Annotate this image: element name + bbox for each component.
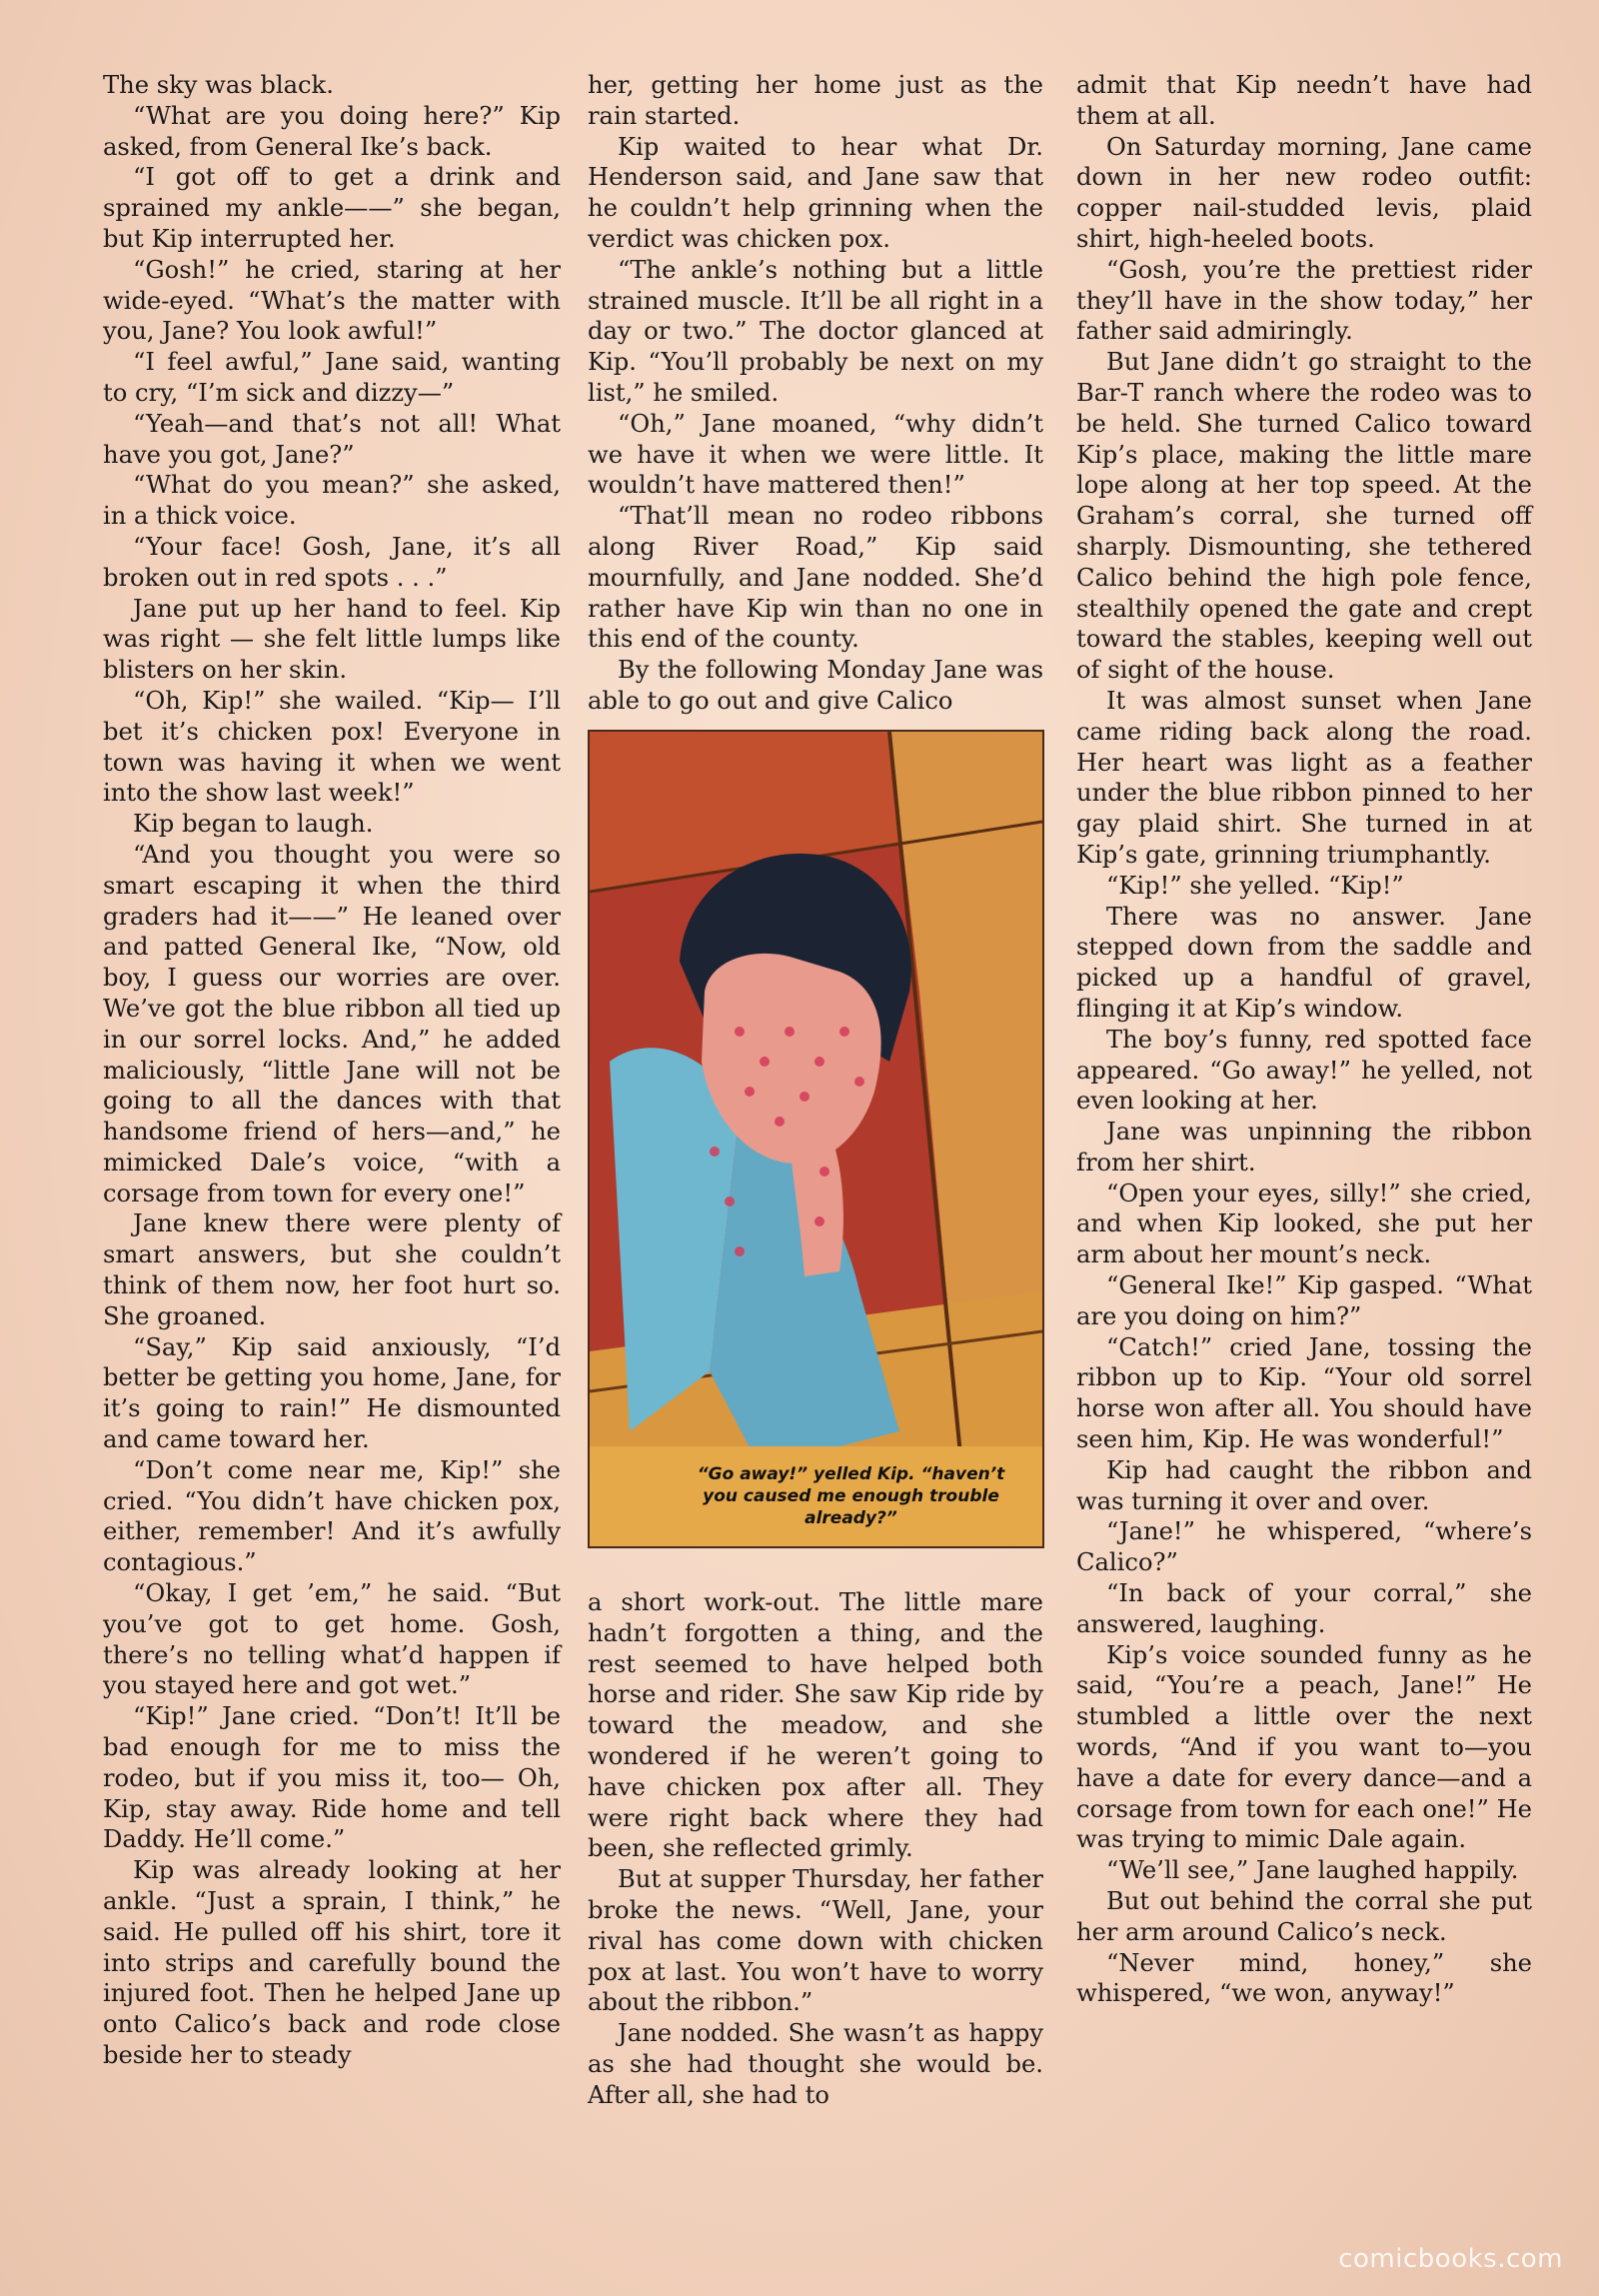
paragraph: “The ankle’s nothing but a little strained muscle. It’ll be all right in a day or two.” The doctor glanced at Kip. “You’ll probably be next on my list,” he smiled. [588,255,1043,407]
paragraph: But Jane didn’t go straight to the Bar-T ranch where the rodeo was to be held. She turned Calico toward Kip’s place, making the little mare lope along at her top speed. At the Graham’s corral, she turned off sharply. Dismounting, she tethered Calico behind the high pole fence, stealthily opened the gate and crept toward the stables, keeping well out of sight of the house. [1076,348,1532,685]
paragraph: “Kip!” Jane cried. “Don’t! It’ll be bad enough for me to miss the rodeo, but if you miss it, too— Oh, Kip, stay away. Ride home and tell Daddy. He’ll come.” [103,1702,561,1854]
paragraph: “Don’t come near me, Kip!” she cried. “You didn’t have chicken pox, either, remember! And it’s awfully contagious.” [103,1455,561,1577]
paragraph: “What do you mean?” she asked, in a thick voice. [103,471,561,531]
paragraph: Kip began to laugh. [133,810,374,839]
kip-illustration [590,732,1042,1546]
paragraph: a short work-out. The little mare hadn’t forgotten a thing, and the rest seemed to have helped both horse and rider. She saw Kip ride by toward the meadow, and she wondered if he weren’t going to have chicken pox after all. They were right back where they had been, she reflected grimly. [588,1588,1043,1863]
paragraph: “Oh, Kip!” she wailed. “Kip— I’ll bet it’s chicken pox! Everyone in town was having it when we went into the show last week!” [103,686,561,808]
paragraph: “Say,” Kip said anxiously, “I’d better be getting you home, Jane, for it’s going to rain!” He dismounted and came toward her. [103,1332,561,1454]
paragraph: “And you thought you were so smart escaping it when the third graders had it——” He leaned over and patted General Ike, “Now, old boy, I guess our worries are over. We’ve got the blue ribbon all tied up in our sorrel locks. And,” he added maliciously, “little Jane will not be going to all the dances with that handsome friend of hers—and,” he mimicked Dale’s voice, “with a corsage from town for every one!” [103,840,561,1207]
paragraph: By the following Monday Jane was able to go out and give Calico [588,656,1043,715]
paragraph: “Okay, I get ’em,” he said. “But you’ve got to get home. Gosh, there’s no telling what’d happen if you stayed here and got wet.” [103,1579,561,1700]
paragraph: Kip’s voice sounded funny as he said, “You’re a peach, Jane!” He stumbled a little over the next words, “And if you want to—you have a date for every dance—and a corsage from town for each one!” He was trying to mimic Dale again. [1076,1640,1532,1854]
column-2-top-text [588,70,1043,717]
paragraph: But at supper Thursday, her father broke the news. “Well, Jane, your rival has come down with chicken pox at last. You won’t have to worry about the ribbon.” [588,1865,1043,2017]
paragraph: “Yeah—and that’s not all! What have you got, Jane?” [103,409,561,469]
paragraph: “Catch!” cried Jane, tossing the ribbon up to Kip. “Your old sorrel horse won after all. You should have seen him, Kip. He was wonderful!” [1076,1332,1532,1454]
paragraph: “Jane!” he whispered, “where’s Calico?” [1076,1517,1532,1577]
paragraph: Jane nodded. She wasn’t as happy as she had thought she would be. After all, she had to [588,2019,1043,2109]
paragraph: “We’ll see,” Jane laughed happily. [1106,1856,1519,1885]
paragraph: “Oh,” Jane moaned, “why didn’t we have it when we were little. It wouldn’t have mattered then!” [588,409,1043,500]
paragraph: But out behind the corral she put her arm around Calico’s neck. [1076,1887,1532,1946]
paragraph: “What are you doing here?” Kip asked, from General Ike’s back. [103,101,561,161]
paragraph: “Gosh, you’re the prettiest rider they’ll have in the show today,” her father said admiringly. [1076,255,1532,346]
paragraph: “That’ll mean no rodeo ribbons along River Road,” Kip said mournfully, and Jane nodded. She’d rather have Kip win than no one in this end of the county. [588,502,1043,654]
paragraph: “Your face! Gosh, Jane, it’s all broken out in red spots . . .” [103,532,561,592]
paragraph: “In back of your corral,” she answered, laughing. [1076,1579,1532,1638]
paragraph: admit that Kip needn’t have had them at all. [1076,71,1532,130]
paragraph: Kip was already looking at her ankle. “Just a sprain, I think,” he said. He pulled off his shirt, tore it into strips and carefully bound the injured foot. Then he helped Jane up onto Calico’s back and rode close beside her to steady [103,1856,561,2069]
paragraph: The sky was black. [103,71,334,99]
paragraph: There was no answer. Jane stepped down from the saddle and picked up a handful of gravel, flinging it at Kip’s window. [1076,902,1532,1023]
paragraph: “I got off to get a drink and sprained my ankle——” she began, but Kip interrupted her. [103,163,561,253]
paragraph: “Gosh!” he cried, staring at her wide-eyed. “What’s the matter with you, Jane? You look awful!” [103,255,561,346]
paragraph: “Never mind, honey,” she whispered, “we won, anyway!” [1076,1948,1532,2008]
watermark: comicbooks.com [1338,2244,1563,2274]
paragraph: Jane put up her hand to feel. Kip was right — she felt little lumps like blisters on her skin. [103,594,561,685]
comic-panel-illustration [588,730,1044,1548]
paragraph: Jane knew there were plenty of smart answers, but she couldn’t think of them now, her foot hurt so. She groaned. [103,1209,561,1330]
paragraph: “Kip!” she yelled. “Kip!” [1106,871,1404,900]
paragraph: Jane was unpinning the ribbon from her shirt. [1076,1118,1532,1176]
panel-caption: “Go away!” yelled Kip. “haven’t you caused me enough trouble already?” [590,1446,1042,1546]
text-column-3 [1076,70,1532,2009]
paragraph: “I feel awful,” Jane said, wanting to cry, “I’m sick and dizzy—” [103,348,561,407]
paragraph: On Saturday morning, Jane came down in her new rodeo outfit: copper nail-studded levis, plaid shirt, high-heeled boots. [1076,132,1532,253]
text-column-1 [103,70,561,2071]
paragraph: Kip had caught the ribbon and was turning it over and over. [1076,1455,1532,1515]
column-2-bottom-text [588,1587,1043,2111]
paragraph: The boy’s funny, red spotted face appeared. “Go away!” he yelled, not even looking at her. [1076,1025,1532,1116]
paragraph: her, getting her home just as the rain started. [588,71,1043,130]
paragraph: It was almost sunset when Jane came riding back along the road. Her heart was light as a feather under the blue ribbon pinned to her gay plaid shirt. She turned in at Kip’s gate, grinning triumphantly. [1076,686,1532,869]
paragraph: Kip waited to hear what Dr. Henderson said, and Jane saw that he couldn’t help grinning when the verdict was chicken pox. [588,132,1043,253]
paragraph: “General Ike!” Kip gasped. “What are you doing on him?” [1076,1271,1532,1330]
paragraph: “Open your eyes, silly!” she cried, and when Kip looked, she put her arm about her mount’s neck. [1076,1178,1532,1269]
